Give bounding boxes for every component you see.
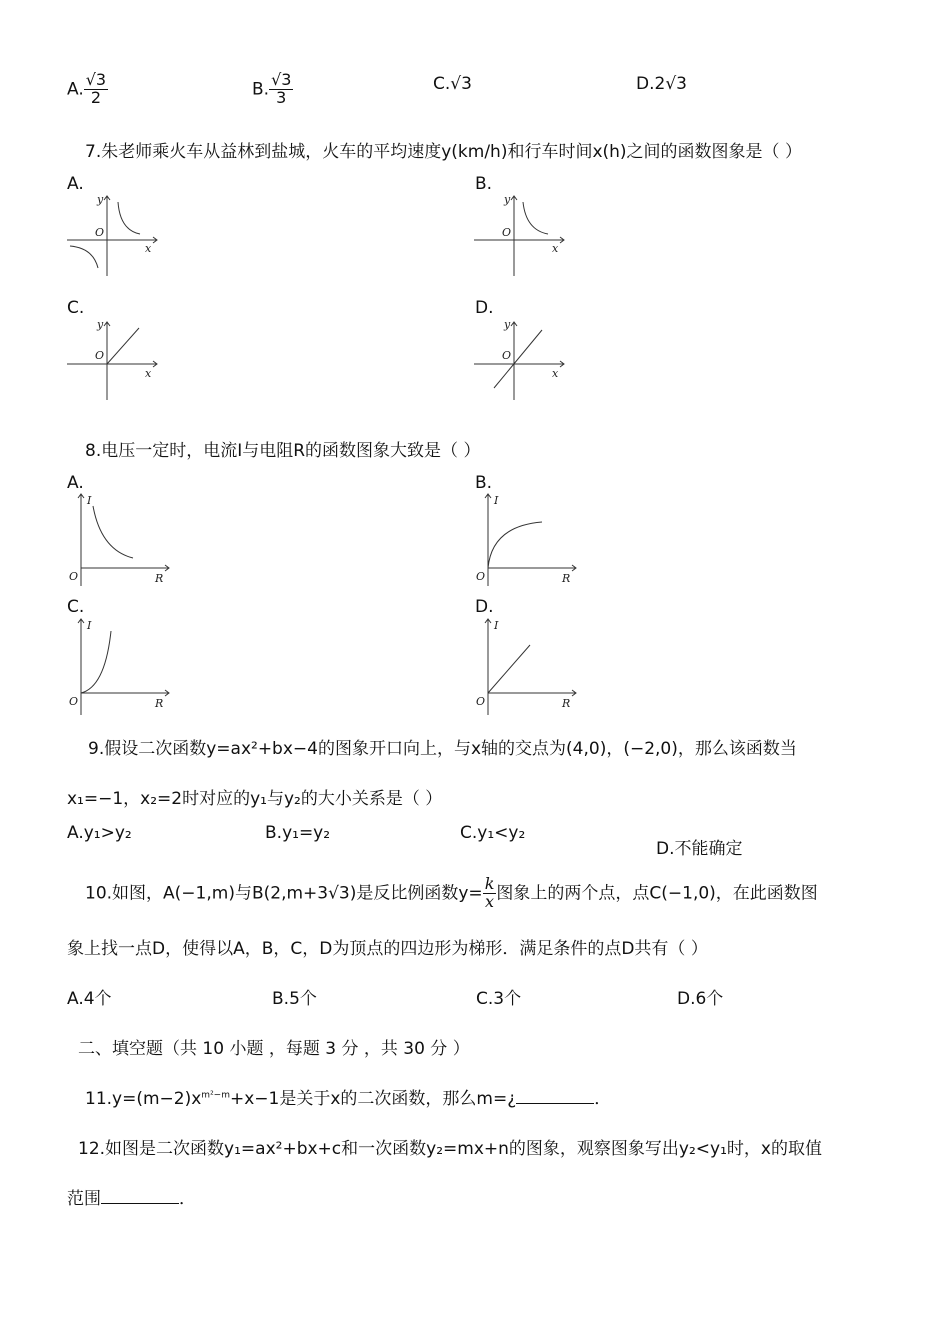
q8b-x-label: R (562, 572, 571, 585)
q6-option-b-fraction: $\frac{√3}{3}$ (271, 70, 292, 107)
q7-graph-d (472, 316, 572, 406)
q6-option-b: B. $\frac{√3}{3}$ (252, 70, 292, 107)
q9-option-a: A.y₁>y₂ (67, 823, 132, 843)
q7a-y-label: y (97, 193, 104, 206)
q11-stem: $11.y=(m-2)x^{m^2-m}+x-1$是关于x的二次函数，那么m=¿ ． (85, 1089, 612, 1109)
q7-graph-a (65, 190, 165, 280)
q9-option-c: C.y₁<y₂ (460, 823, 526, 843)
q8d-y-label: I (494, 619, 499, 632)
q7b-y-label: y (504, 193, 511, 206)
section-2-title: 二、填空题（共 10 小题 ，每题 3 分 ，共 30 分 ） (78, 1039, 470, 1059)
q10-option-b: B.5个 (272, 989, 317, 1009)
q8b-origin-label: O (476, 570, 486, 583)
q12-answer-blank[interactable] (101, 1189, 179, 1204)
q8-graph-c (65, 615, 175, 715)
q8-graph-a (65, 490, 175, 590)
q7-label-b: B. (475, 174, 493, 194)
q6-option-a-fraction: $\frac{√3}{2}$ (85, 70, 107, 107)
q8-label-b: B. (475, 473, 493, 493)
q6-option-d: D.2√3 (636, 74, 687, 94)
q10-option-a: A.4个 (67, 989, 112, 1009)
q8-stem: 8.电压一定时，电流I与电阻R的函数图象大致是（ ） (85, 441, 481, 461)
q7d-origin-label: O (502, 349, 512, 362)
q7b-origin-label: O (502, 226, 512, 239)
q6-option-c: C.√3 (433, 74, 472, 94)
q8-graph-d (472, 615, 582, 715)
q8a-y-label: I (87, 494, 92, 507)
q8-graph-b (472, 490, 582, 590)
q7d-x-label: x (552, 367, 559, 380)
q12-stem-line1: 12.如图是二次函数y₁=ax²+bx+c和一次函数y₂=mx+n的图象，观察图象写出y₂<y₁时，x的取值 (78, 1139, 822, 1159)
q7-stem: 7.朱老师乘火车从益林到盐城，火车的平均速度y(km/h)和行车时间x(h)之间的函数图象是（ ） (85, 142, 802, 162)
q9-option-b: B.y₁=y₂ (265, 823, 331, 843)
q10-option-d: D.6个 (677, 989, 724, 1009)
q7-label-c: C. (67, 298, 85, 318)
q9-stem-line2: x₁=−1，x₂=2时对应的y₁与y₂的大小关系是（ ） (67, 789, 443, 809)
q9-option-d: D.不能确定 (656, 839, 743, 859)
q8d-x-label: R (562, 697, 571, 710)
q7c-x-label: x (145, 367, 152, 380)
q8-label-c: C. (67, 597, 85, 617)
q7b-x-label: x (552, 242, 559, 255)
q8c-y-label: I (87, 619, 92, 632)
q7d-y-label: y (504, 318, 511, 331)
q7-graph-b (472, 190, 572, 280)
q8c-origin-label: O (69, 695, 79, 708)
q7-graph-c (65, 316, 165, 406)
q11-answer-blank[interactable] (516, 1089, 594, 1104)
q7a-origin-label: O (95, 226, 105, 239)
q7c-y-label: y (97, 318, 104, 331)
q6-option-a: A. $\frac{√3}{2}$ (67, 70, 107, 107)
q7-label-a: A. (67, 174, 84, 194)
q9-stem-line1: 9.假设二次函数y=ax²+bx−4的图象开口向上，与x轴的交点为(4,0)，(−2,0)，那么该函数当 (88, 739, 797, 759)
q10-stem-line2: 象上找一点D，使得以A，B，C，D为顶点的四边形为梯形．满足条件的点D共有（ ） (67, 939, 708, 959)
q10-option-c: C.3个 (476, 989, 522, 1009)
q10-fraction: $\frac{k}{x}$ (484, 874, 495, 911)
q12-stem-line2: 范围 ． (67, 1189, 196, 1209)
q8-label-a: A. (67, 473, 84, 493)
q7-label-d: D. (475, 298, 494, 318)
q8a-origin-label: O (69, 570, 79, 583)
q8-label-d: D. (475, 597, 494, 617)
q8c-x-label: R (155, 697, 164, 710)
q8a-x-label: R (155, 572, 164, 585)
q8d-origin-label: O (476, 695, 486, 708)
q7c-origin-label: O (95, 349, 105, 362)
q7a-x-label: x (145, 242, 152, 255)
q8b-y-label: I (494, 494, 499, 507)
q10-stem-line1: 10.如图，A(−1,m)与B(2,m+3√3)是反比例函数y= $\frac{k}{x}$ 图象上的两个点，点C(−1,0)，在此函数图 (85, 874, 818, 911)
